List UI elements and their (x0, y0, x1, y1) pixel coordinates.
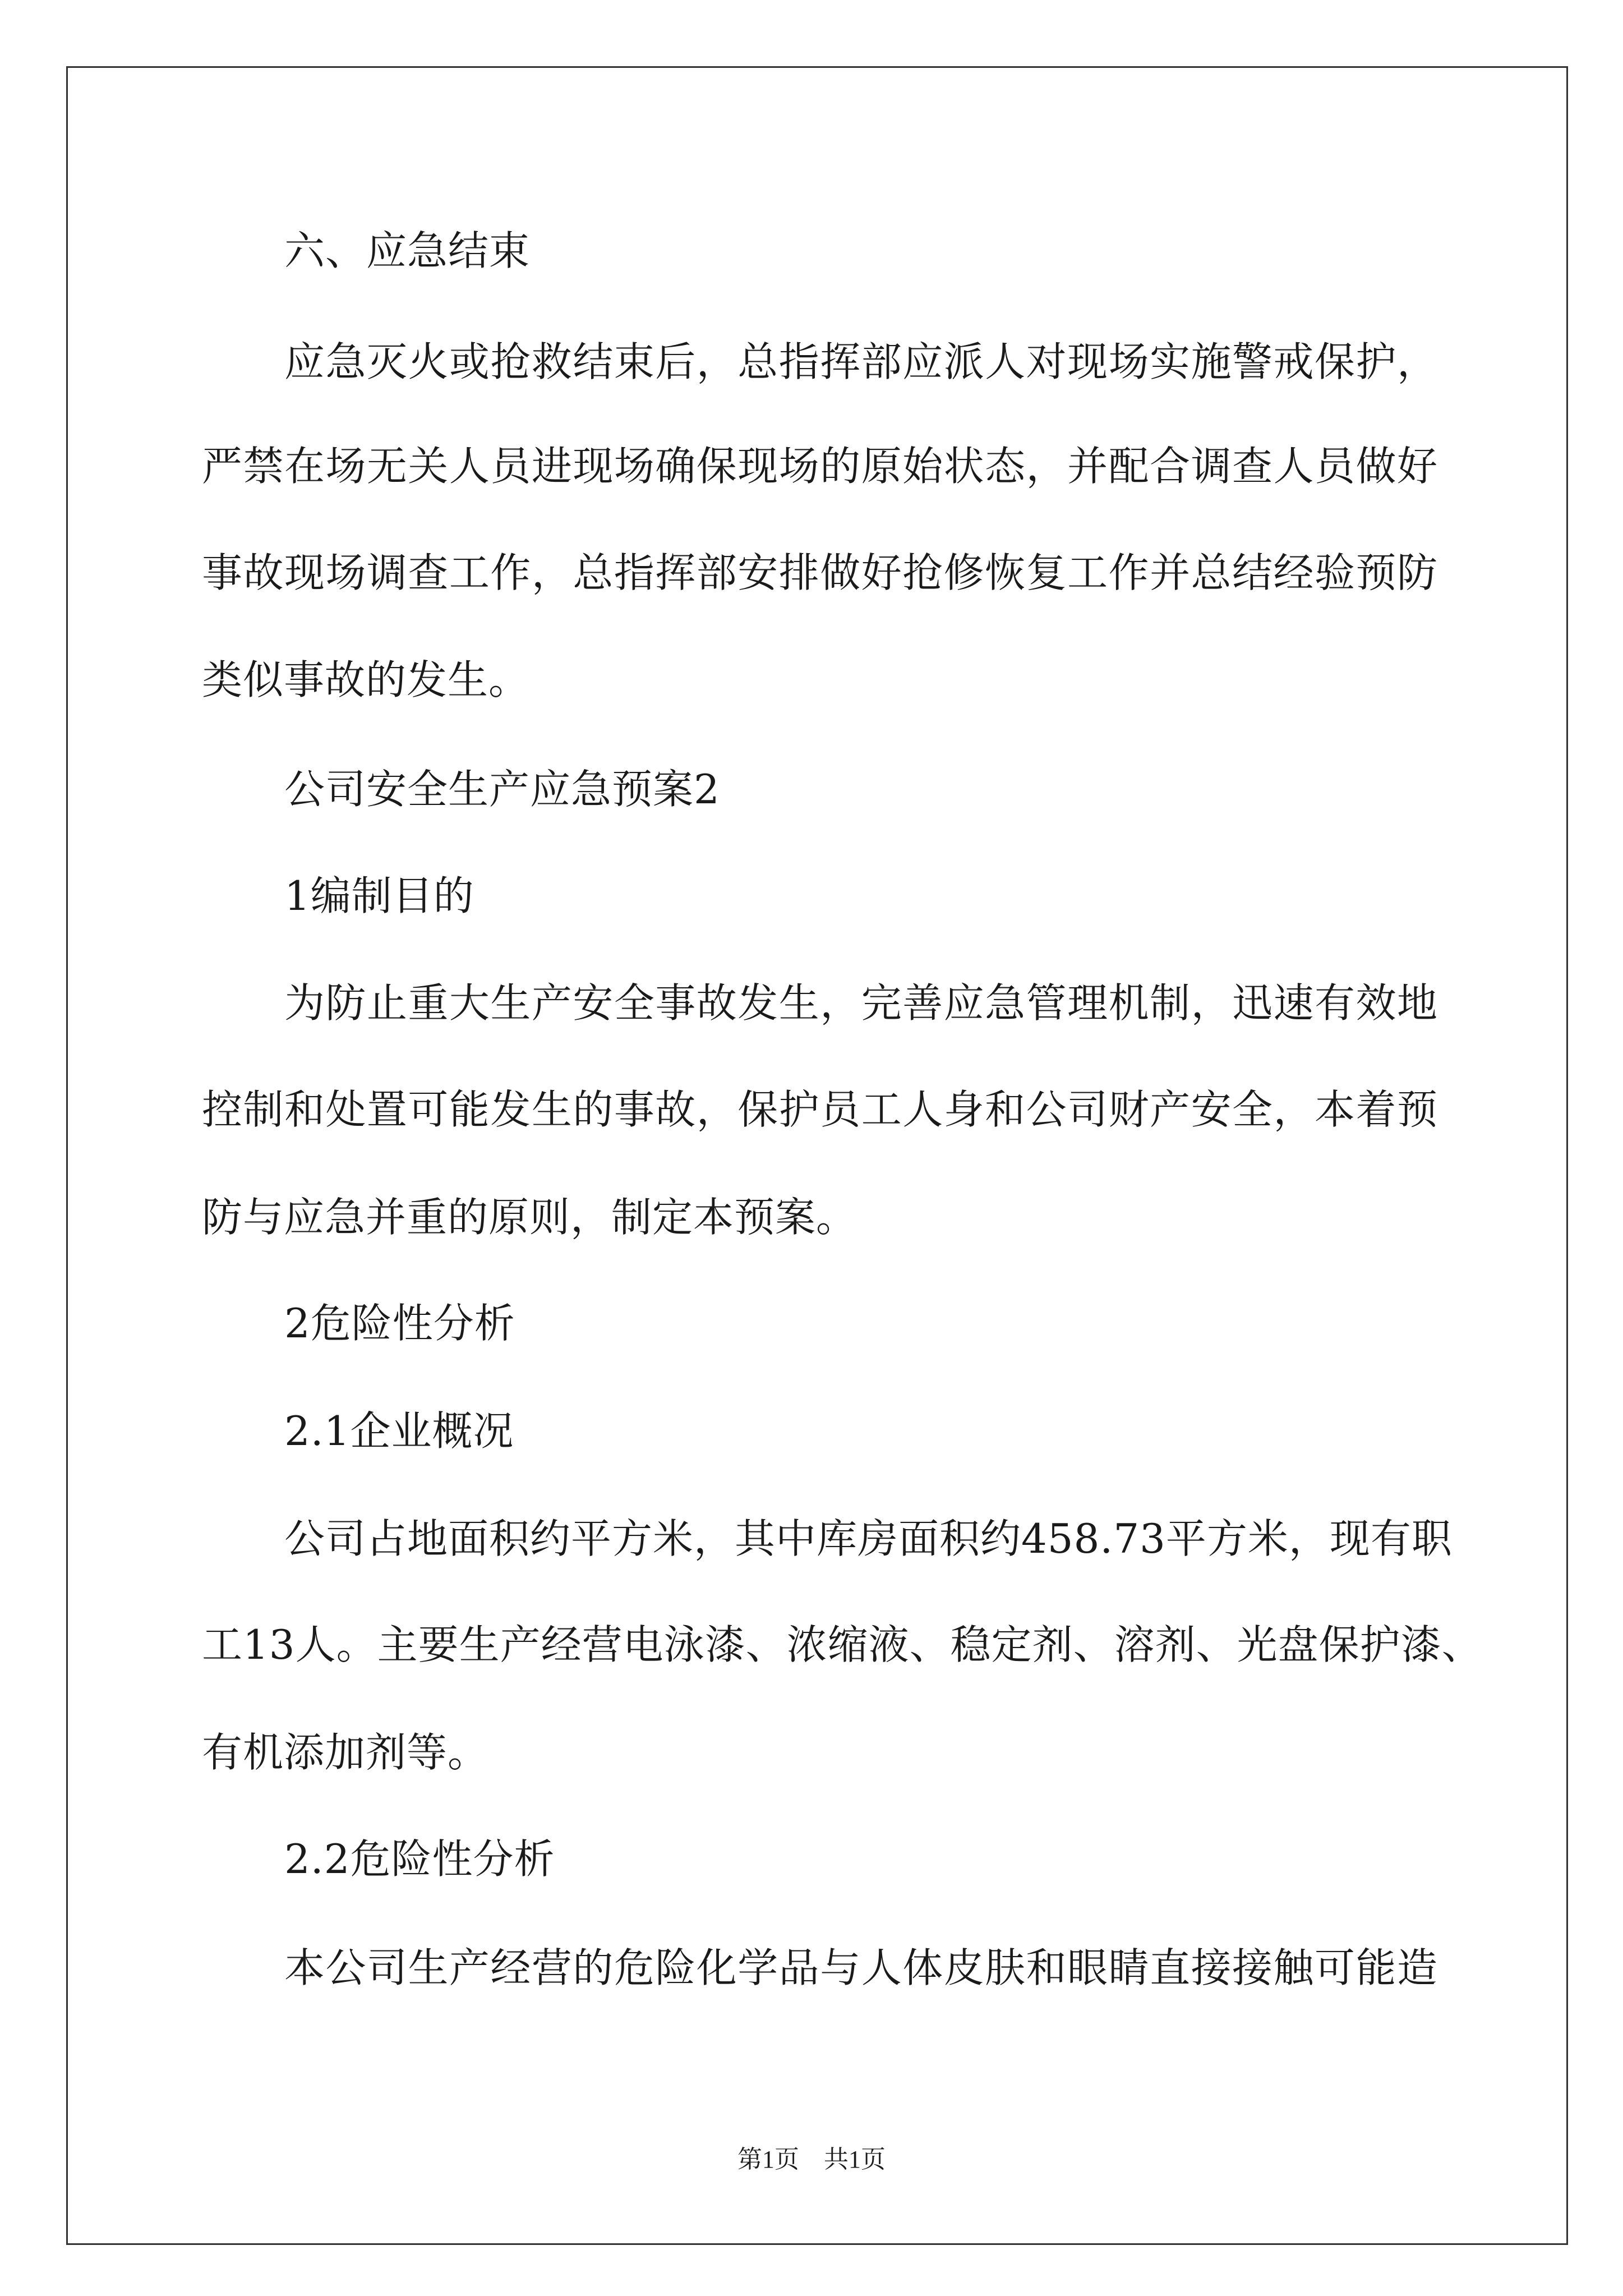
paragraph-line: 应急灭火或抢救结束后，总指挥部应派人对现场实施警戒保护， (284, 338, 1438, 385)
subsection-heading: 2.2危险性分析 (284, 1835, 555, 1883)
paragraph-line: 严禁在场无关人员进现场确保现场的原始状态，并配合调查人员做好 (202, 443, 1438, 490)
paragraph-line: 事故现场调查工作，总指挥部安排做好抢修恢复工作并总结经验预防 (202, 549, 1438, 596)
paragraph-line: 防与应急并重的原则，制定本预案。 (202, 1194, 857, 1241)
paragraph-line: 控制和处置可能发生的事故，保护员工人身和公司财产安全，本着预 (202, 1086, 1438, 1133)
section-heading: 2危险性分析 (284, 1300, 515, 1347)
document-title: 公司安全生产应急预案2 (284, 766, 720, 813)
paragraph-line: 为防止重大生产安全事故发生，完善应急管理机制，迅速有效地 (284, 979, 1438, 1027)
subsection-heading: 2.1企业概况 (284, 1407, 514, 1455)
page-border (66, 66, 1568, 2245)
paragraph-line: 有机添加剂等。 (202, 1729, 489, 1776)
paragraph-line: 工13人。主要生产经营电泳漆、浓缩液、稳定剂、溶剂、光盘保护漆、 (202, 1621, 1483, 1668)
paragraph-line: 类似事故的发生。 (202, 656, 530, 703)
paragraph-line: 公司占地面积约平方米，其中库房面积约458.73平方米，现有职 (284, 1515, 1453, 1562)
page-footer: 第1页 共1页 (737, 2146, 886, 2173)
paragraph-line: 本公司生产经营的危险化学品与人体皮肤和眼睛直接接触可能造 (284, 1944, 1438, 1991)
section-heading: 1编制目的 (284, 872, 474, 919)
section-heading: 六、应急结束 (284, 227, 531, 274)
